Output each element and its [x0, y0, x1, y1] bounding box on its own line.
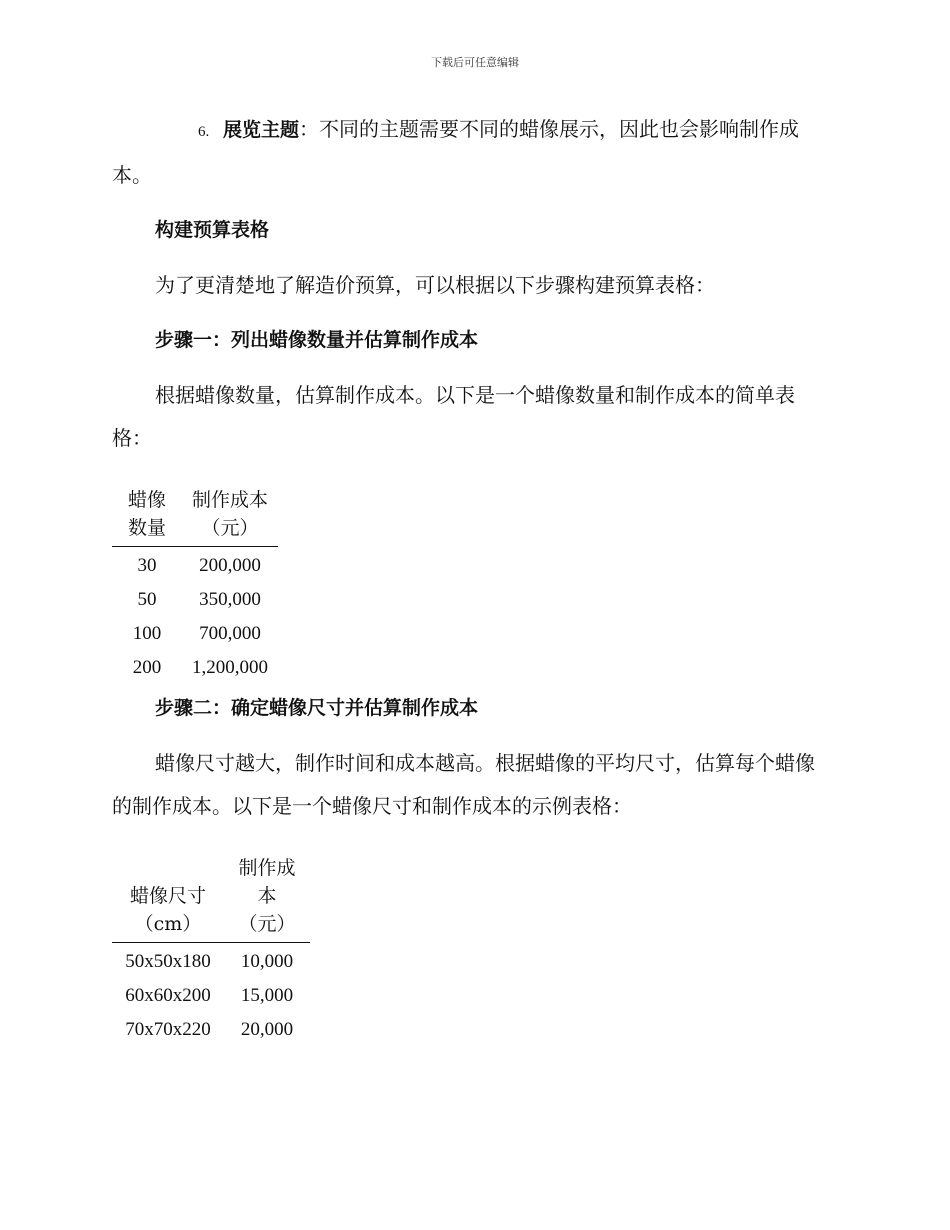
header-size-label: 蜡像尺寸（cm） [129, 885, 206, 935]
cell-quantity: 30 [137, 555, 157, 576]
quantity-cost-table [112, 486, 278, 685]
page-header: 下载后可任意编辑 [431, 56, 519, 69]
item-number: 6. [198, 124, 210, 140]
table-row [112, 943, 310, 980]
step2-text: 蜡像尺寸越大，制作时间和成本越高。根据蜡像的平均尺寸，估算每个蜡像的制作成本。以下是一个蜡像尺寸和制作成本的示例表格： [112, 751, 815, 818]
step2-heading: 步骤二：确定蜡像尺寸并估算制作成本 [155, 697, 479, 719]
document-body [112, 108, 832, 1047]
table-header-cost [224, 854, 310, 943]
cell-cost: 700,000 [199, 623, 261, 644]
header-cost-label: 制作成本（元） [238, 857, 296, 935]
cell-quantity: 200 [132, 657, 162, 678]
cell-quantity: 50 [137, 589, 157, 610]
cell-size: 60x60x200 [125, 985, 211, 1006]
item-text: ：不同的主题需要不同的蜡像展示，因此也会影响制作成本。 [112, 117, 800, 187]
cell-cost: 200,000 [199, 555, 261, 576]
table-row [112, 617, 278, 651]
header-quantity-label: 蜡像数量 [127, 489, 166, 539]
cell-cost: 15,000 [240, 985, 294, 1006]
step1-text: 根据蜡像数量，估算制作成本。以下是一个蜡像数量和制作成本的简单表格： [112, 383, 795, 450]
table-row [112, 1013, 310, 1047]
cell-cost: 10,000 [240, 951, 294, 972]
section-heading: 构建预算表格 [155, 219, 270, 241]
table-header-quantity [112, 486, 182, 547]
table-row [112, 547, 278, 584]
cell-cost: 350,000 [199, 589, 261, 610]
cell-size: 70x70x220 [125, 1019, 211, 1040]
cell-cost: 20,000 [240, 1019, 294, 1040]
table-row [112, 979, 310, 1013]
size-cost-table [112, 854, 310, 1047]
section-intro: 为了更清楚地了解造价预算，可以根据以下步骤构建预算表格： [155, 273, 715, 297]
table-header-cost [182, 486, 278, 547]
table-header-size [112, 854, 224, 943]
cell-size: 50x50x180 [125, 951, 211, 972]
header-cost-label: 制作成本（元） [192, 489, 269, 539]
item-title: 展览主题 [223, 119, 300, 141]
table-row [112, 651, 278, 685]
step1-heading: 步骤一：列出蜡像数量并估算制作成本 [155, 329, 479, 351]
cell-quantity: 100 [132, 623, 162, 644]
item-6-paragraph [112, 108, 832, 197]
table-row [112, 583, 278, 617]
cell-cost: 1,200,000 [192, 657, 268, 678]
